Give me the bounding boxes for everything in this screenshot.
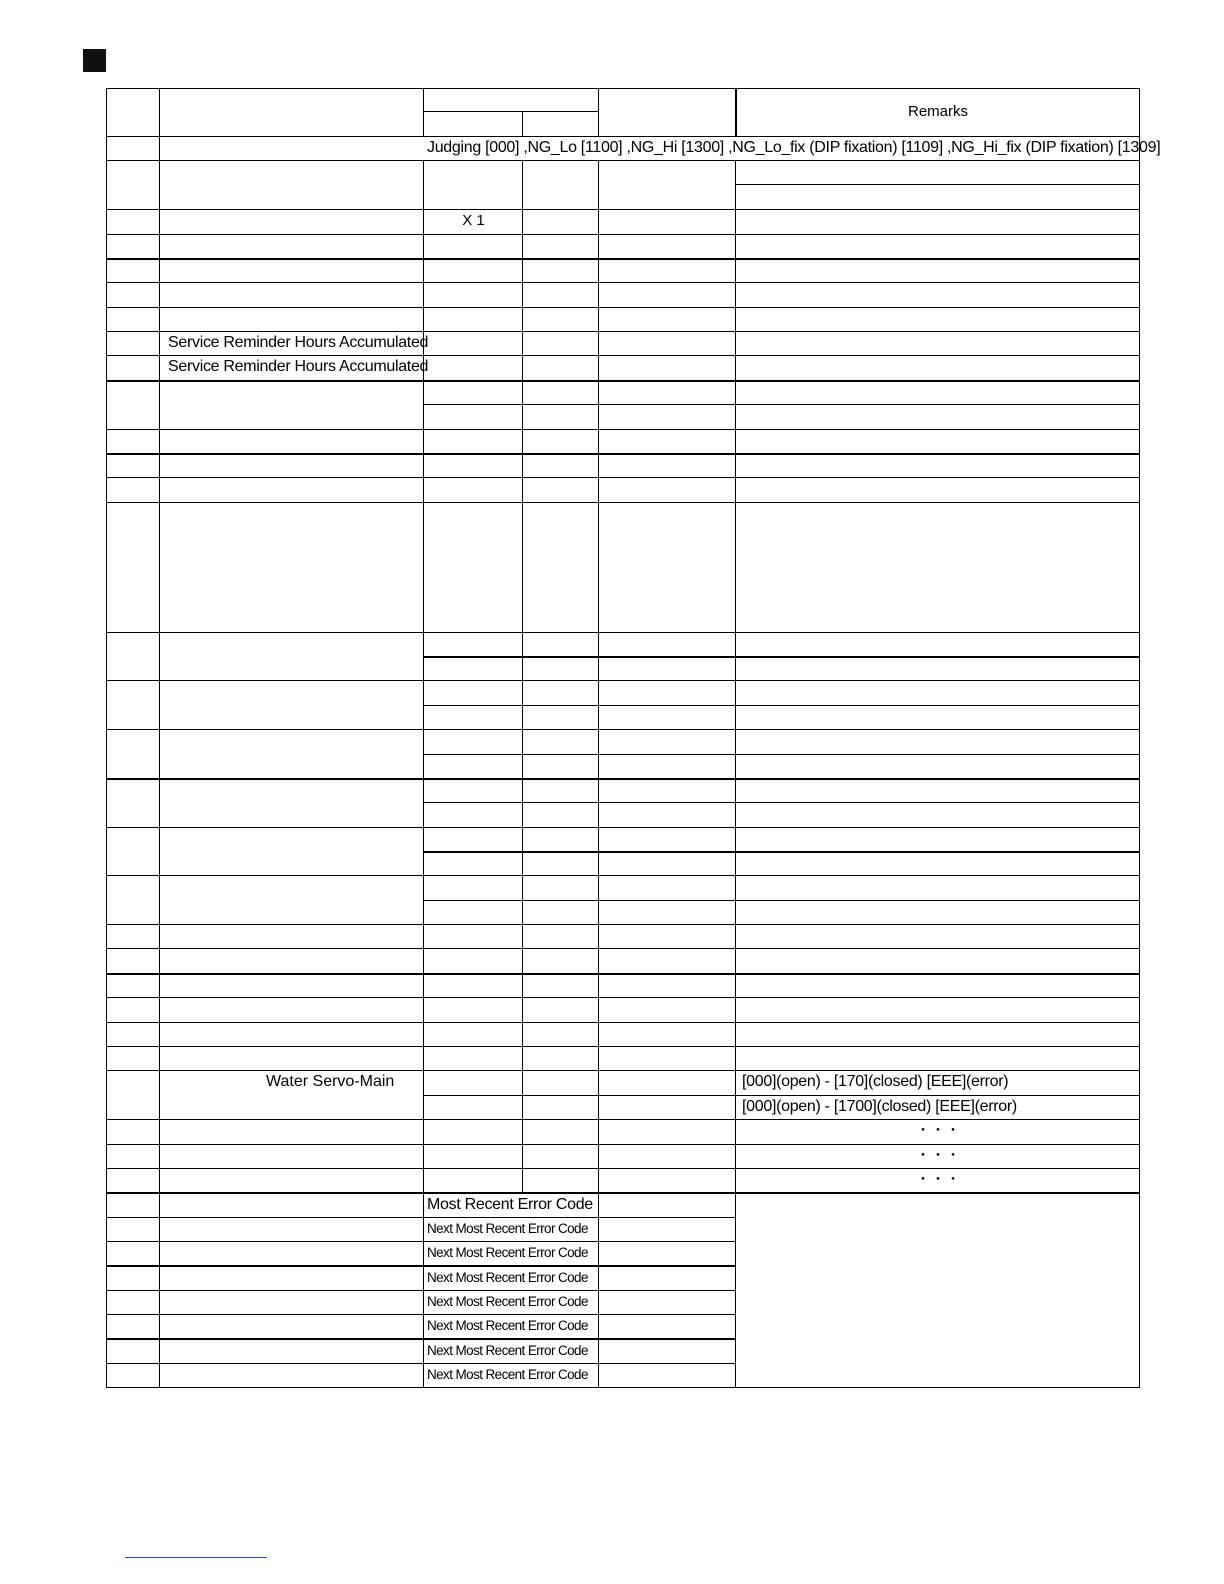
ellipsis-2: ・・・ — [915, 1147, 961, 1164]
water-servo-main-label: Water Servo-Main — [266, 1073, 395, 1090]
error-code-label: Most Recent Error Code — [427, 1196, 593, 1213]
error-code-label: Next Most Recent Error Code — [427, 1318, 588, 1333]
servo-range-1: [000](open) - [170](closed) [EEE](error) — [742, 1073, 1009, 1090]
ellipsis-3: ・・・ — [915, 1171, 961, 1188]
error-code-label: Next Most Recent Error Code — [427, 1294, 588, 1309]
judging-legend: Judging [000] ,NG_Lo [1100] ,NG_Hi [1300] ,NG_Lo_fix (DIP fixation) [1109] ,NG_Hi_fix (DIP fixation) [1309] — [427, 139, 1161, 156]
remarks-header: Remarks — [907, 103, 968, 120]
multiplier-value: X 1 — [462, 212, 485, 229]
error-code-label: Next Most Recent Error Code — [427, 1245, 588, 1260]
error-code-label: Next Most Recent Error Code — [427, 1367, 588, 1382]
error-code-label: Next Most Recent Error Code — [427, 1221, 588, 1236]
service-reminder-label-2: Service Reminder Hours Accumulated — [168, 358, 429, 375]
error-code-label: Next Most Recent Error Code — [427, 1343, 588, 1358]
service-reminder-label-1: Service Reminder Hours Accumulated — [168, 334, 429, 351]
parameter-table — [106, 88, 1161, 1388]
footer-rule — [125, 1557, 267, 1558]
section-marker — [83, 49, 106, 72]
servo-range-2: [000](open) - [1700](closed) [EEE](error) — [742, 1098, 1017, 1115]
error-code-label: Next Most Recent Error Code — [427, 1270, 588, 1285]
ellipsis-1: ・・・ — [915, 1122, 961, 1139]
